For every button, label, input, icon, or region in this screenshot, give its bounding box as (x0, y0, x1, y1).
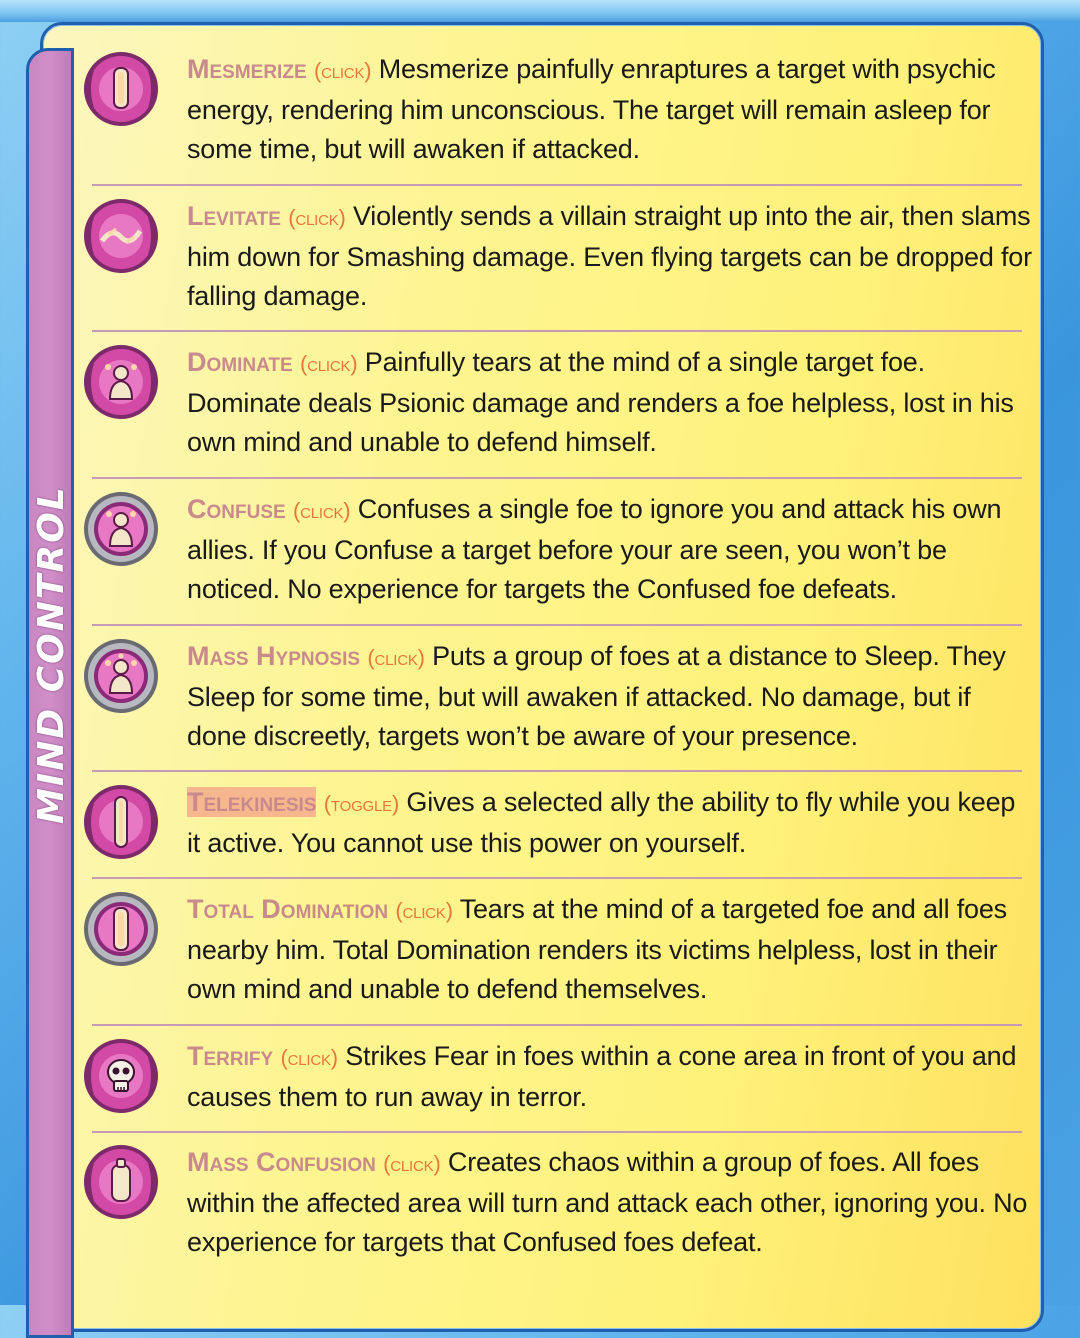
power-desc: Puts a group of foes at a distance to Sleep. They Sleep for some time, but will awaken if attacked. No damage, but if done discreetly, targets won’t be aware of your presence. (187, 641, 1006, 751)
power-desc: Violently sends a villain straight up into the air, then slams him down for Smashing damage. Even flying targets can be dropped for falling damage. (187, 201, 1032, 311)
power-description (187, 783, 1032, 863)
divider (92, 624, 1022, 626)
power-name: Mass Hypnosis (187, 641, 361, 671)
power-description (187, 50, 1032, 170)
power-type: (click) (288, 205, 346, 230)
power-type: (click) (367, 645, 425, 670)
top-frame (0, 0, 1080, 22)
power-desc: Confuses a single foe to ignore you and attack his own allies. If you Confuse a target before your are seen, you won’t be noticed. No experience for targets the Confused foe defeats. (187, 494, 1002, 604)
power-name: Mass Confusion (187, 1147, 376, 1177)
mass-hypnosis-icon (82, 637, 160, 715)
confuse-icon (82, 490, 160, 568)
power-name: Dominate (187, 347, 293, 377)
power-desc: Creates chaos within a group of foes. All foes within the affected area will turn and attack each other, ignoring you. No experience for targets that Confused foes defeat. (187, 1147, 1028, 1257)
terrify-skull-icon (82, 1037, 160, 1115)
divider (92, 1131, 1022, 1133)
mesmerize-icon (82, 50, 160, 128)
power-type: (click) (280, 1045, 338, 1070)
mass-confusion-icon (82, 1143, 160, 1221)
power-type: (toggle) (323, 791, 400, 816)
power-type: (click) (292, 498, 351, 523)
power-type: (click) (383, 1151, 441, 1176)
power-name: Levitate (187, 201, 281, 231)
power-desc: Strikes Fear in foes within a cone area in front of you and causes them to run away in terror. (187, 1041, 1017, 1112)
power-name: Total Domination (187, 894, 389, 924)
power-name: Confuse (187, 494, 286, 524)
power-description (187, 1143, 1032, 1263)
power-type: (click) (395, 898, 453, 923)
divider (92, 184, 1022, 186)
divider (92, 770, 1022, 772)
divider (92, 330, 1022, 332)
power-desc: Mesmerize painfully enraptures a target with psychic energy, rendering him unconscious. The target will remain asleep for some time, but will awaken if attacked. (187, 54, 996, 164)
power-desc: Gives a selected ally the ability to fly while you keep it active. You cannot use this power on yourself. (187, 787, 1016, 858)
power-name: Mesmerize (187, 54, 307, 84)
divider (92, 477, 1022, 479)
power-type: (click) (313, 58, 372, 83)
dominate-icon (82, 343, 160, 421)
power-description (187, 890, 1032, 1010)
divider (92, 1024, 1022, 1026)
levitate-icon (82, 197, 160, 275)
power-description (187, 1037, 1032, 1117)
power-description (187, 490, 1032, 610)
total-domination-icon (82, 890, 160, 968)
power-description (187, 637, 1032, 757)
power-desc: Painfully tears at the mind of a single target foe. Dominate deals Psionic damage and renders a foe helpless, lost in his own mind and unable to defend himself. (187, 347, 1014, 457)
power-name: Telekinesis (187, 787, 317, 817)
power-description (187, 343, 1032, 463)
side-label-text: MIND CONTROL (31, 485, 72, 824)
power-type: (click) (300, 351, 358, 376)
power-name: Terrify (187, 1041, 274, 1071)
power-description (187, 197, 1032, 317)
divider (92, 877, 1022, 879)
telekinesis-icon (82, 783, 160, 861)
power-desc: Tears at the mind of a targeted foe and all foes nearby him. Total Domination renders its victims helpless, lost in their own mind and unable to defend themselves. (187, 894, 1007, 1004)
